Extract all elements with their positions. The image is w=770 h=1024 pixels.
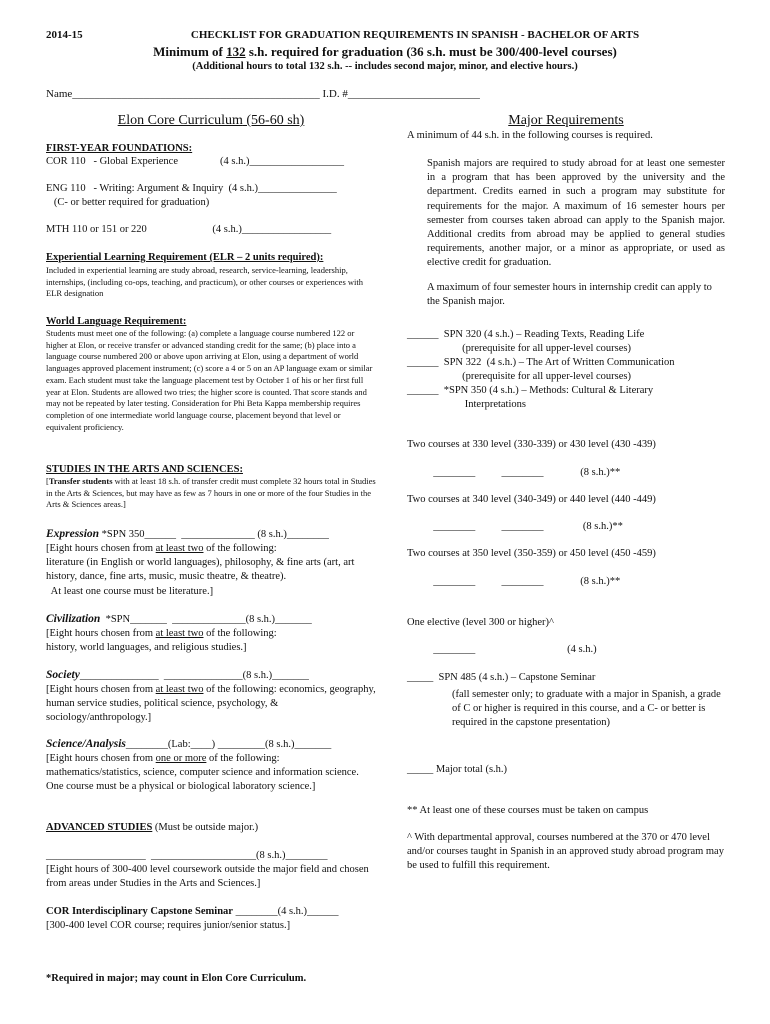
cor-capstone-line[interactable]: COR Interdisciplinary Capstone Seminar ________(4 s.h.)______ — [46, 906, 339, 917]
expression-text: [Eight hours chosen from at least two of the following: literature (in English or world languages), philosophy, & fine arts (art, art history, dance, fine arts, music, music theatre, & theatre). At least one course must be literature.] — [46, 543, 355, 597]
two-330-line[interactable]: ________ ________ (8 s.h.)** — [407, 467, 621, 478]
society-line[interactable]: Society_______________ _______________(8 s.h.)_______ — [46, 669, 309, 681]
spn322-line[interactable]: ______ SPN 322 (4 s.h.) – The Art of Written Communication — [407, 357, 675, 368]
studies-heading: STUDIES IN THE ARTS AND SCIENCES: — [46, 464, 243, 475]
spn320-note: (prerequisite for all upper-level courses) — [407, 343, 632, 354]
advanced-studies-line[interactable]: ___________________ ____________________(8 s.h.)________ — [46, 850, 328, 861]
year-label: 2014-15 — [46, 29, 83, 41]
science-analysis-line[interactable]: Science/Analysis________(Lab:____) _________(8 s.h.)_______ — [46, 738, 332, 750]
expression-line[interactable]: Expression *SPN 350______ ______________ (8 s.h.)________ — [46, 528, 329, 540]
elective-label: One elective (level 300 or higher)^ — [407, 617, 554, 628]
two-340-line[interactable]: ________ ________ (8 s.h.)** — [407, 521, 623, 532]
two-330-label: Two courses at 330 level (330-339) or 430 level (430 -439) — [407, 439, 656, 450]
core-curriculum-heading: Elon Core Curriculum (56-60 sh) — [117, 113, 305, 128]
spn320-line[interactable]: ______ SPN 320 (4 s.h.) – Reading Texts, Reading Life — [407, 329, 645, 340]
world-language-text: Students must meet one of the following: (a) complete a language course numbered 122 or higher at Elon, or receive transfer or advanced standing credit for the same; (b) place into a language course numbered 200 or above upon arriving at Elon, using a department of world languages approved placement instrument; (c) score a 4 or 5 on an AP language exam or similar exam. Each student must take the language placement test by October 1 of his or her first full year at Elon. Students are allowed two tries; the higher score is counted. That score stands and may not be repeated by later testing. Consideration for Phi Beta Kappa membership requires completion of one intermediate world language course, placement beyond that level or equivalent proficiency. — [46, 328, 373, 432]
science-analysis-text: [Eight hours chosen from one or more of the following: mathematics/statistics, science, computer science and information science. One course must be a physical or biological laboratory science.] — [46, 753, 359, 793]
name-id-field[interactable]: Name_____________________________________________ I.D. #________________________ — [46, 88, 480, 100]
elr-text: Included in experiential learning are study abroad, research, service-learning, leadership, internships, (including co-ops, teaching, and practicum), or other courses or experiences with ELR designation — [46, 265, 363, 299]
major-intro: A minimum of 44 s.h. in the following courses is required. — [407, 130, 653, 141]
spn350-line[interactable]: ______ *SPN 350 (4 s.h.) – Methods: Cultural & Literary — [407, 385, 654, 396]
internship-text: A maximum of four semester hours in internship credit can apply to the Spanish major. — [427, 282, 712, 308]
first-year-heading: FIRST-YEAR FOUNDATIONS: — [46, 143, 193, 154]
study-abroad-text: Spanish majors are required to study abroad for at least one semester in a program that has been approved by the university and the department. Credits earned in such a program may substitute for requirements for the major. A maximum of 16 semester hours per semester from courses taken abroad can apply to the Spanish major. Additional credits from abroad may be applied to general studies requirements, another major, or a minor as appropriate, or used as elective credit for graduation. — [427, 158, 725, 269]
advanced-studies-text: [Eight hours of 300-400 level coursework outside the major field and chosen from areas under Studies in the Arts and Sciences.] — [46, 864, 369, 890]
mth110-line[interactable]: MTH 110 or 151 or 220 (4 s.h.)_________________ — [46, 224, 332, 235]
spn485-line[interactable]: _____ SPN 485 (4 s.h.) – Capstone Seminar — [407, 672, 596, 683]
two-340-label: Two courses at 340 level (340-349) or 440 level (440 -449) — [407, 494, 656, 505]
document-subtitle-note: (Additional hours to total 132 s.h. -- includes second major, minor, and elective hours.) — [192, 61, 578, 72]
document-subtitle: Minimum of 132 s.h. required for graduation (36 s.h. must be 300/400-level courses) — [153, 44, 617, 59]
eng110-line[interactable]: ENG 110 - Writing: Argument & Inquiry (4 s.h.)_______________ — [46, 183, 337, 194]
cor-capstone-text: [300-400 level COR course; requires junior/senior status.] — [46, 920, 291, 931]
society-text: [Eight hours chosen from at least two of the following: economics, geography, human service studies, political science, psychology, & sociology/anthropology.] — [46, 684, 376, 724]
cor110-line[interactable]: COR 110 - Global Experience (4 s.h.)__________________ — [46, 156, 344, 167]
approval-note: ^ With departmental approval, courses numbered at the 370 or 470 level and/or courses taught in Spanish in an approved study abroad program may be used to fulfill this requirement. — [407, 832, 724, 872]
civilization-text: [Eight hours chosen from at least two of the following: history, world languages, and religious studies.] — [46, 628, 277, 654]
campus-note: ** At least one of these courses must be taken on campus — [407, 805, 649, 816]
spn485-note: (fall semester only; to graduate with a major in Spanish, a grade of C or higher is required in this course, and a C- or better is required in the capstone presentation) — [452, 689, 721, 729]
advanced-studies-heading: ADVANCED STUDIES (Must be outside major.) — [46, 822, 259, 833]
two-350-label: Two courses at 350 level (350-359) or 450 level (450 -459) — [407, 548, 656, 559]
document-title: CHECKLIST FOR GRADUATION REQUIREMENTS IN SPANISH - BACHELOR OF ARTS — [190, 29, 640, 41]
civilization-line[interactable]: Civilization *SPN_______ ______________(8 s.h.)_______ — [46, 613, 312, 625]
required-footnote: *Required in major; may count in Elon Core Curriculum. — [46, 973, 307, 984]
elr-heading: Experiential Learning Requirement (ELR – 2 units required): — [46, 252, 324, 263]
studies-text: [Transfer students with at least 18 s.h. of transfer credit must complete 32 hours total in Studies in the Arts & Sciences, but may have as few as 7 hours in one or more of the four Studies in the Arts & Sciences areas.] — [46, 476, 376, 510]
spn350-note: Interpretations — [407, 399, 526, 410]
major-total-line[interactable]: _____ Major total (s.h.) — [407, 764, 508, 775]
spn322-note: (prerequisite for all upper-level courses) — [407, 371, 632, 382]
world-language-heading: World Language Requirement: — [46, 316, 187, 327]
major-requirements-heading: Major Requirements — [508, 113, 624, 128]
elective-line[interactable]: ________ (4 s.h.) — [407, 644, 597, 655]
two-350-line[interactable]: ________ ________ (8 s.h.)** — [407, 576, 621, 587]
eng110-note: (C- or better required for graduation) — [46, 197, 210, 208]
